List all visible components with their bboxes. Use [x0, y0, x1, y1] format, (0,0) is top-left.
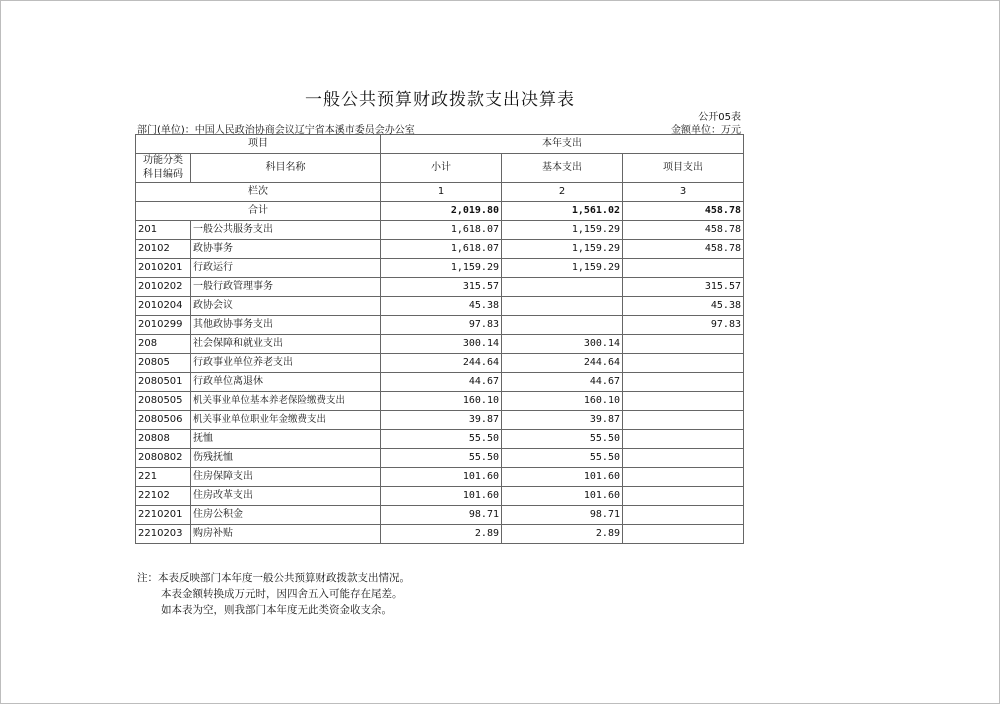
row-basic: 98.71 — [502, 506, 623, 525]
table-row — [136, 468, 744, 487]
row-basic: 101.60 — [502, 468, 623, 487]
row-name: 行政单位离退休 — [191, 373, 381, 392]
row-project — [623, 506, 744, 525]
department-label: 部门(单位)：中国人民政治协商会议辽宁省本溪市委员会办公室 — [137, 125, 415, 136]
table-row — [136, 259, 744, 278]
row-code: 20102 — [136, 240, 191, 259]
column-index-row — [136, 183, 744, 202]
row-name: 其他政协事务支出 — [191, 316, 381, 335]
table-row — [136, 525, 744, 544]
row-name: 住房公积金 — [191, 506, 381, 525]
row-code: 20805 — [136, 354, 191, 373]
row-name: 住房改革支出 — [191, 487, 381, 506]
note-line: 如本表为空，则我部门本年度无此类资金收支余。 — [161, 604, 392, 616]
table-row — [136, 449, 744, 468]
table-row — [136, 316, 744, 335]
total-project: 458.78 — [623, 202, 744, 221]
row-subtotal: 97.83 — [381, 316, 502, 335]
row-code: 2080802 — [136, 449, 191, 468]
row-subtotal: 1,618.07 — [381, 221, 502, 240]
row-code: 2080505 — [136, 392, 191, 411]
notes — [137, 570, 410, 618]
row-basic: 160.10 — [502, 392, 623, 411]
row-name: 政协事务 — [191, 240, 381, 259]
row-name: 一般行政管理事务 — [191, 278, 381, 297]
row-basic: 1,159.29 — [502, 240, 623, 259]
row-project: 97.83 — [623, 316, 744, 335]
header-func-code: 功能分类 科目编码 — [136, 154, 191, 183]
header-project: 项目支出 — [623, 154, 744, 183]
row-project: 458.78 — [623, 240, 744, 259]
total-basic: 1,561.02 — [502, 202, 623, 221]
row-basic: 55.50 — [502, 430, 623, 449]
row-code: 201 — [136, 221, 191, 240]
row-name: 机关事业单位职业年金缴费支出 — [191, 411, 381, 430]
header-row-1 — [136, 135, 744, 154]
row-name: 行政事业单位养老支出 — [191, 354, 381, 373]
form-number: 公开05表 — [698, 112, 741, 123]
row-name: 抚恤 — [191, 430, 381, 449]
page-title: 一般公共预算财政拨款支出决算表 — [305, 90, 575, 110]
row-subtotal: 101.60 — [381, 487, 502, 506]
table-row — [136, 411, 744, 430]
row-basic: 44.67 — [502, 373, 623, 392]
note-line: 本表金额转换成万元时，因四舍五入可能存在尾差。 — [161, 588, 403, 600]
row-subtotal: 55.50 — [381, 430, 502, 449]
row-code: 2210201 — [136, 506, 191, 525]
row-project — [623, 525, 744, 544]
column-index-label: 栏次 — [136, 183, 381, 202]
row-code: 221 — [136, 468, 191, 487]
row-basic — [502, 316, 623, 335]
row-basic — [502, 278, 623, 297]
total-label: 合计 — [136, 202, 381, 221]
table-row — [136, 297, 744, 316]
row-subtotal: 55.50 — [381, 449, 502, 468]
row-basic: 1,159.29 — [502, 221, 623, 240]
header-row-2 — [136, 154, 744, 183]
row-code: 2010299 — [136, 316, 191, 335]
row-project — [623, 411, 744, 430]
row-subtotal: 98.71 — [381, 506, 502, 525]
table-row — [136, 335, 744, 354]
table-row — [136, 430, 744, 449]
header-current-year: 本年支出 — [381, 135, 744, 154]
row-code: 20808 — [136, 430, 191, 449]
row-project — [623, 335, 744, 354]
row-code: 2010204 — [136, 297, 191, 316]
table-row — [136, 221, 744, 240]
row-name: 购房补贴 — [191, 525, 381, 544]
row-subtotal: 44.67 — [381, 373, 502, 392]
row-subtotal: 1,159.29 — [381, 259, 502, 278]
row-subtotal: 315.57 — [381, 278, 502, 297]
row-code: 2210203 — [136, 525, 191, 544]
row-project — [623, 468, 744, 487]
header-subject-name: 科目名称 — [191, 154, 381, 183]
row-project — [623, 487, 744, 506]
row-name: 一般公共服务支出 — [191, 221, 381, 240]
row-subtotal: 2.89 — [381, 525, 502, 544]
table-row — [136, 392, 744, 411]
row-code: 2010202 — [136, 278, 191, 297]
row-project — [623, 373, 744, 392]
table-row — [136, 278, 744, 297]
row-subtotal: 39.87 — [381, 411, 502, 430]
row-subtotal: 1,618.07 — [381, 240, 502, 259]
row-subtotal: 101.60 — [381, 468, 502, 487]
total-row — [136, 202, 744, 221]
table-row — [136, 487, 744, 506]
row-project: 45.38 — [623, 297, 744, 316]
header-subtotal: 小计 — [381, 154, 502, 183]
row-project — [623, 354, 744, 373]
row-name: 住房保障支出 — [191, 468, 381, 487]
row-basic: 1,159.29 — [502, 259, 623, 278]
row-project — [623, 392, 744, 411]
row-subtotal: 160.10 — [381, 392, 502, 411]
row-name: 政协会议 — [191, 297, 381, 316]
row-code: 2080501 — [136, 373, 191, 392]
row-code: 2010201 — [136, 259, 191, 278]
row-project — [623, 259, 744, 278]
total-subtotal: 2,019.80 — [381, 202, 502, 221]
row-name: 行政运行 — [191, 259, 381, 278]
header-item: 项目 — [136, 135, 381, 154]
column-index-3: 3 — [623, 183, 744, 202]
row-subtotal: 45.38 — [381, 297, 502, 316]
row-basic — [502, 297, 623, 316]
column-index-1: 1 — [381, 183, 502, 202]
note-line: 注：本表反映部门本年度一般公共预算财政拨款支出情况。 — [137, 572, 410, 584]
row-project — [623, 449, 744, 468]
row-code: 208 — [136, 335, 191, 354]
row-basic: 39.87 — [502, 411, 623, 430]
row-name: 伤残抚恤 — [191, 449, 381, 468]
amount-unit-label: 金额单位：万元 — [671, 125, 741, 136]
row-code: 2080506 — [136, 411, 191, 430]
row-name: 社会保障和就业支出 — [191, 335, 381, 354]
header-basic: 基本支出 — [502, 154, 623, 183]
table-row — [136, 354, 744, 373]
table-row — [136, 240, 744, 259]
row-project: 458.78 — [623, 221, 744, 240]
table-row — [136, 373, 744, 392]
row-subtotal: 244.64 — [381, 354, 502, 373]
row-project: 315.57 — [623, 278, 744, 297]
row-project — [623, 430, 744, 449]
row-basic: 300.14 — [502, 335, 623, 354]
row-code: 22102 — [136, 487, 191, 506]
table-row — [136, 506, 744, 525]
row-basic: 101.60 — [502, 487, 623, 506]
row-basic: 2.89 — [502, 525, 623, 544]
row-name: 机关事业单位基本养老保险缴费支出 — [191, 392, 381, 411]
row-subtotal: 300.14 — [381, 335, 502, 354]
expenditure-table — [135, 134, 744, 544]
row-basic: 55.50 — [502, 449, 623, 468]
column-index-2: 2 — [502, 183, 623, 202]
row-basic: 244.64 — [502, 354, 623, 373]
